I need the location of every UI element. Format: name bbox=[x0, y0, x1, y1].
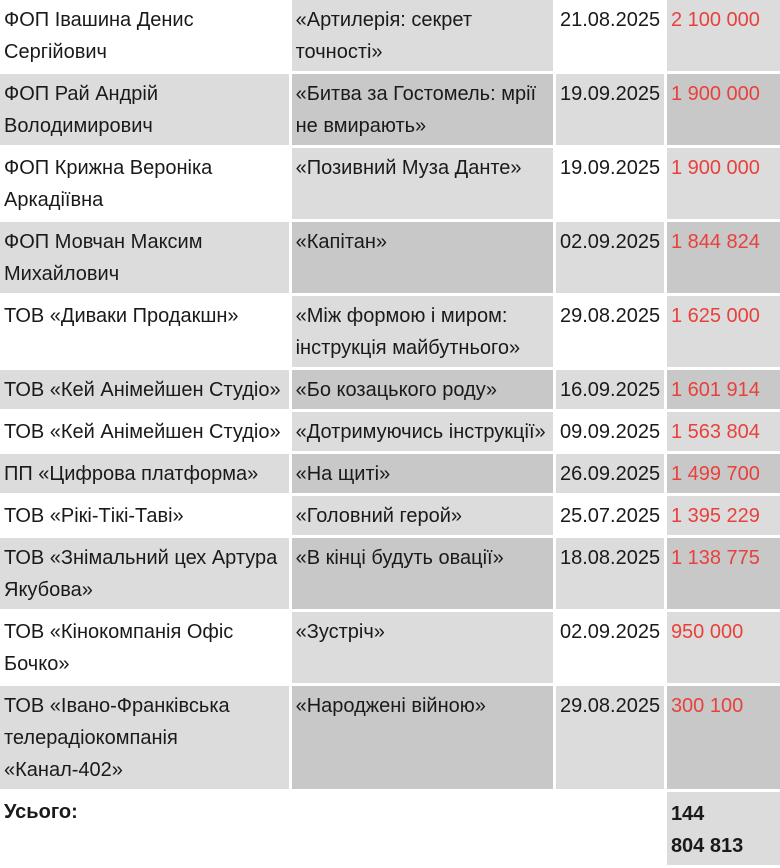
company-cell: ФОП Мовчан Максим Михайлович bbox=[0, 222, 289, 293]
table-row bbox=[0, 0, 780, 71]
amount-cell: 1 625 000 bbox=[667, 296, 780, 367]
company-cell: ФОП Крижна Вероніка Аркадіївна bbox=[0, 148, 289, 219]
film-cell: «Між формою і миром: інструкція майбутнього» bbox=[292, 296, 553, 367]
company-cell: ТОВ «Івано-Франківська телерадіокомпанія «Канал-402» bbox=[0, 686, 289, 789]
table-row bbox=[0, 148, 780, 219]
film-cell: «Позивний Муза Данте» bbox=[292, 148, 553, 219]
total-amount bbox=[667, 792, 780, 865]
table-row bbox=[0, 370, 780, 409]
total-amount-line2: 804 813 bbox=[670, 835, 744, 857]
table-row bbox=[0, 496, 780, 535]
company-cell: ТОВ «Диваки Продакшн» bbox=[0, 296, 289, 367]
amount-cell: 1 900 000 bbox=[667, 148, 780, 219]
table-row bbox=[0, 74, 780, 145]
table-row bbox=[0, 538, 780, 609]
date-cell: 26.09.2025 bbox=[556, 454, 664, 493]
table-row bbox=[0, 686, 780, 789]
total-label: Усього: bbox=[0, 792, 664, 865]
company-cell: ПП «Цифрова платформа» bbox=[0, 454, 289, 493]
film-cell: «Зустріч» bbox=[292, 612, 553, 683]
film-cell: «Битва за Гостомель: мрії не вмирають» bbox=[292, 74, 553, 145]
company-cell: ФОП Рай Андрій Володимирович bbox=[0, 74, 289, 145]
amount-cell: 1 844 824 bbox=[667, 222, 780, 293]
amount-cell: 1 601 914 bbox=[667, 370, 780, 409]
amount-cell: 1 395 229 bbox=[667, 496, 780, 535]
amount-cell: 1 563 804 bbox=[667, 412, 780, 451]
film-cell: «Дотримуючись інструкції» bbox=[292, 412, 553, 451]
date-cell: 21.08.2025 bbox=[556, 0, 664, 71]
total-amount-line1: 144 bbox=[670, 803, 705, 825]
table-row bbox=[0, 454, 780, 493]
company-cell: ТОВ «Кей Анімейшен Студіо» bbox=[0, 370, 289, 409]
table-row bbox=[0, 222, 780, 293]
film-cell: «Бо козацького роду» bbox=[292, 370, 553, 409]
date-cell: 16.09.2025 bbox=[556, 370, 664, 409]
amount-cell: 1 900 000 bbox=[667, 74, 780, 145]
film-cell: «В кінці будуть овації» bbox=[292, 538, 553, 609]
table-row bbox=[0, 412, 780, 451]
date-cell: 29.08.2025 bbox=[556, 686, 664, 789]
company-cell: ТОВ «Знімальний цех Артура Якубова» bbox=[0, 538, 289, 609]
total-row bbox=[0, 792, 780, 865]
date-cell: 02.09.2025 bbox=[556, 222, 664, 293]
date-cell: 09.09.2025 bbox=[556, 412, 664, 451]
film-cell: «Народжені війною» bbox=[292, 686, 553, 789]
date-cell: 02.09.2025 bbox=[556, 612, 664, 683]
company-cell: ТОВ «Кінокомпанія Офіс Бочко» bbox=[0, 612, 289, 683]
date-cell: 19.09.2025 bbox=[556, 74, 664, 145]
film-cell: «Капітан» bbox=[292, 222, 553, 293]
company-cell: ТОВ «Рікі-Тікі-Таві» bbox=[0, 496, 289, 535]
film-cell: «Головний герой» bbox=[292, 496, 553, 535]
date-cell: 18.08.2025 bbox=[556, 538, 664, 609]
amount-cell: 300 100 bbox=[667, 686, 780, 789]
company-cell: ТОВ «Кей Анімейшен Студіо» bbox=[0, 412, 289, 451]
amount-cell: 2 100 000 bbox=[667, 0, 780, 71]
film-cell: «Артилерія: секрет точності» bbox=[292, 0, 553, 71]
date-cell: 19.09.2025 bbox=[556, 148, 664, 219]
amount-cell: 950 000 bbox=[667, 612, 780, 683]
amount-cell: 1 138 775 bbox=[667, 538, 780, 609]
date-cell: 29.08.2025 bbox=[556, 296, 664, 367]
amount-cell: 1 499 700 bbox=[667, 454, 780, 493]
table-row bbox=[0, 296, 780, 367]
table-row bbox=[0, 612, 780, 683]
company-cell: ФОП Івашина Денис Сергійович bbox=[0, 0, 289, 71]
date-cell: 25.07.2025 bbox=[556, 496, 664, 535]
film-cell: «На щиті» bbox=[292, 454, 553, 493]
